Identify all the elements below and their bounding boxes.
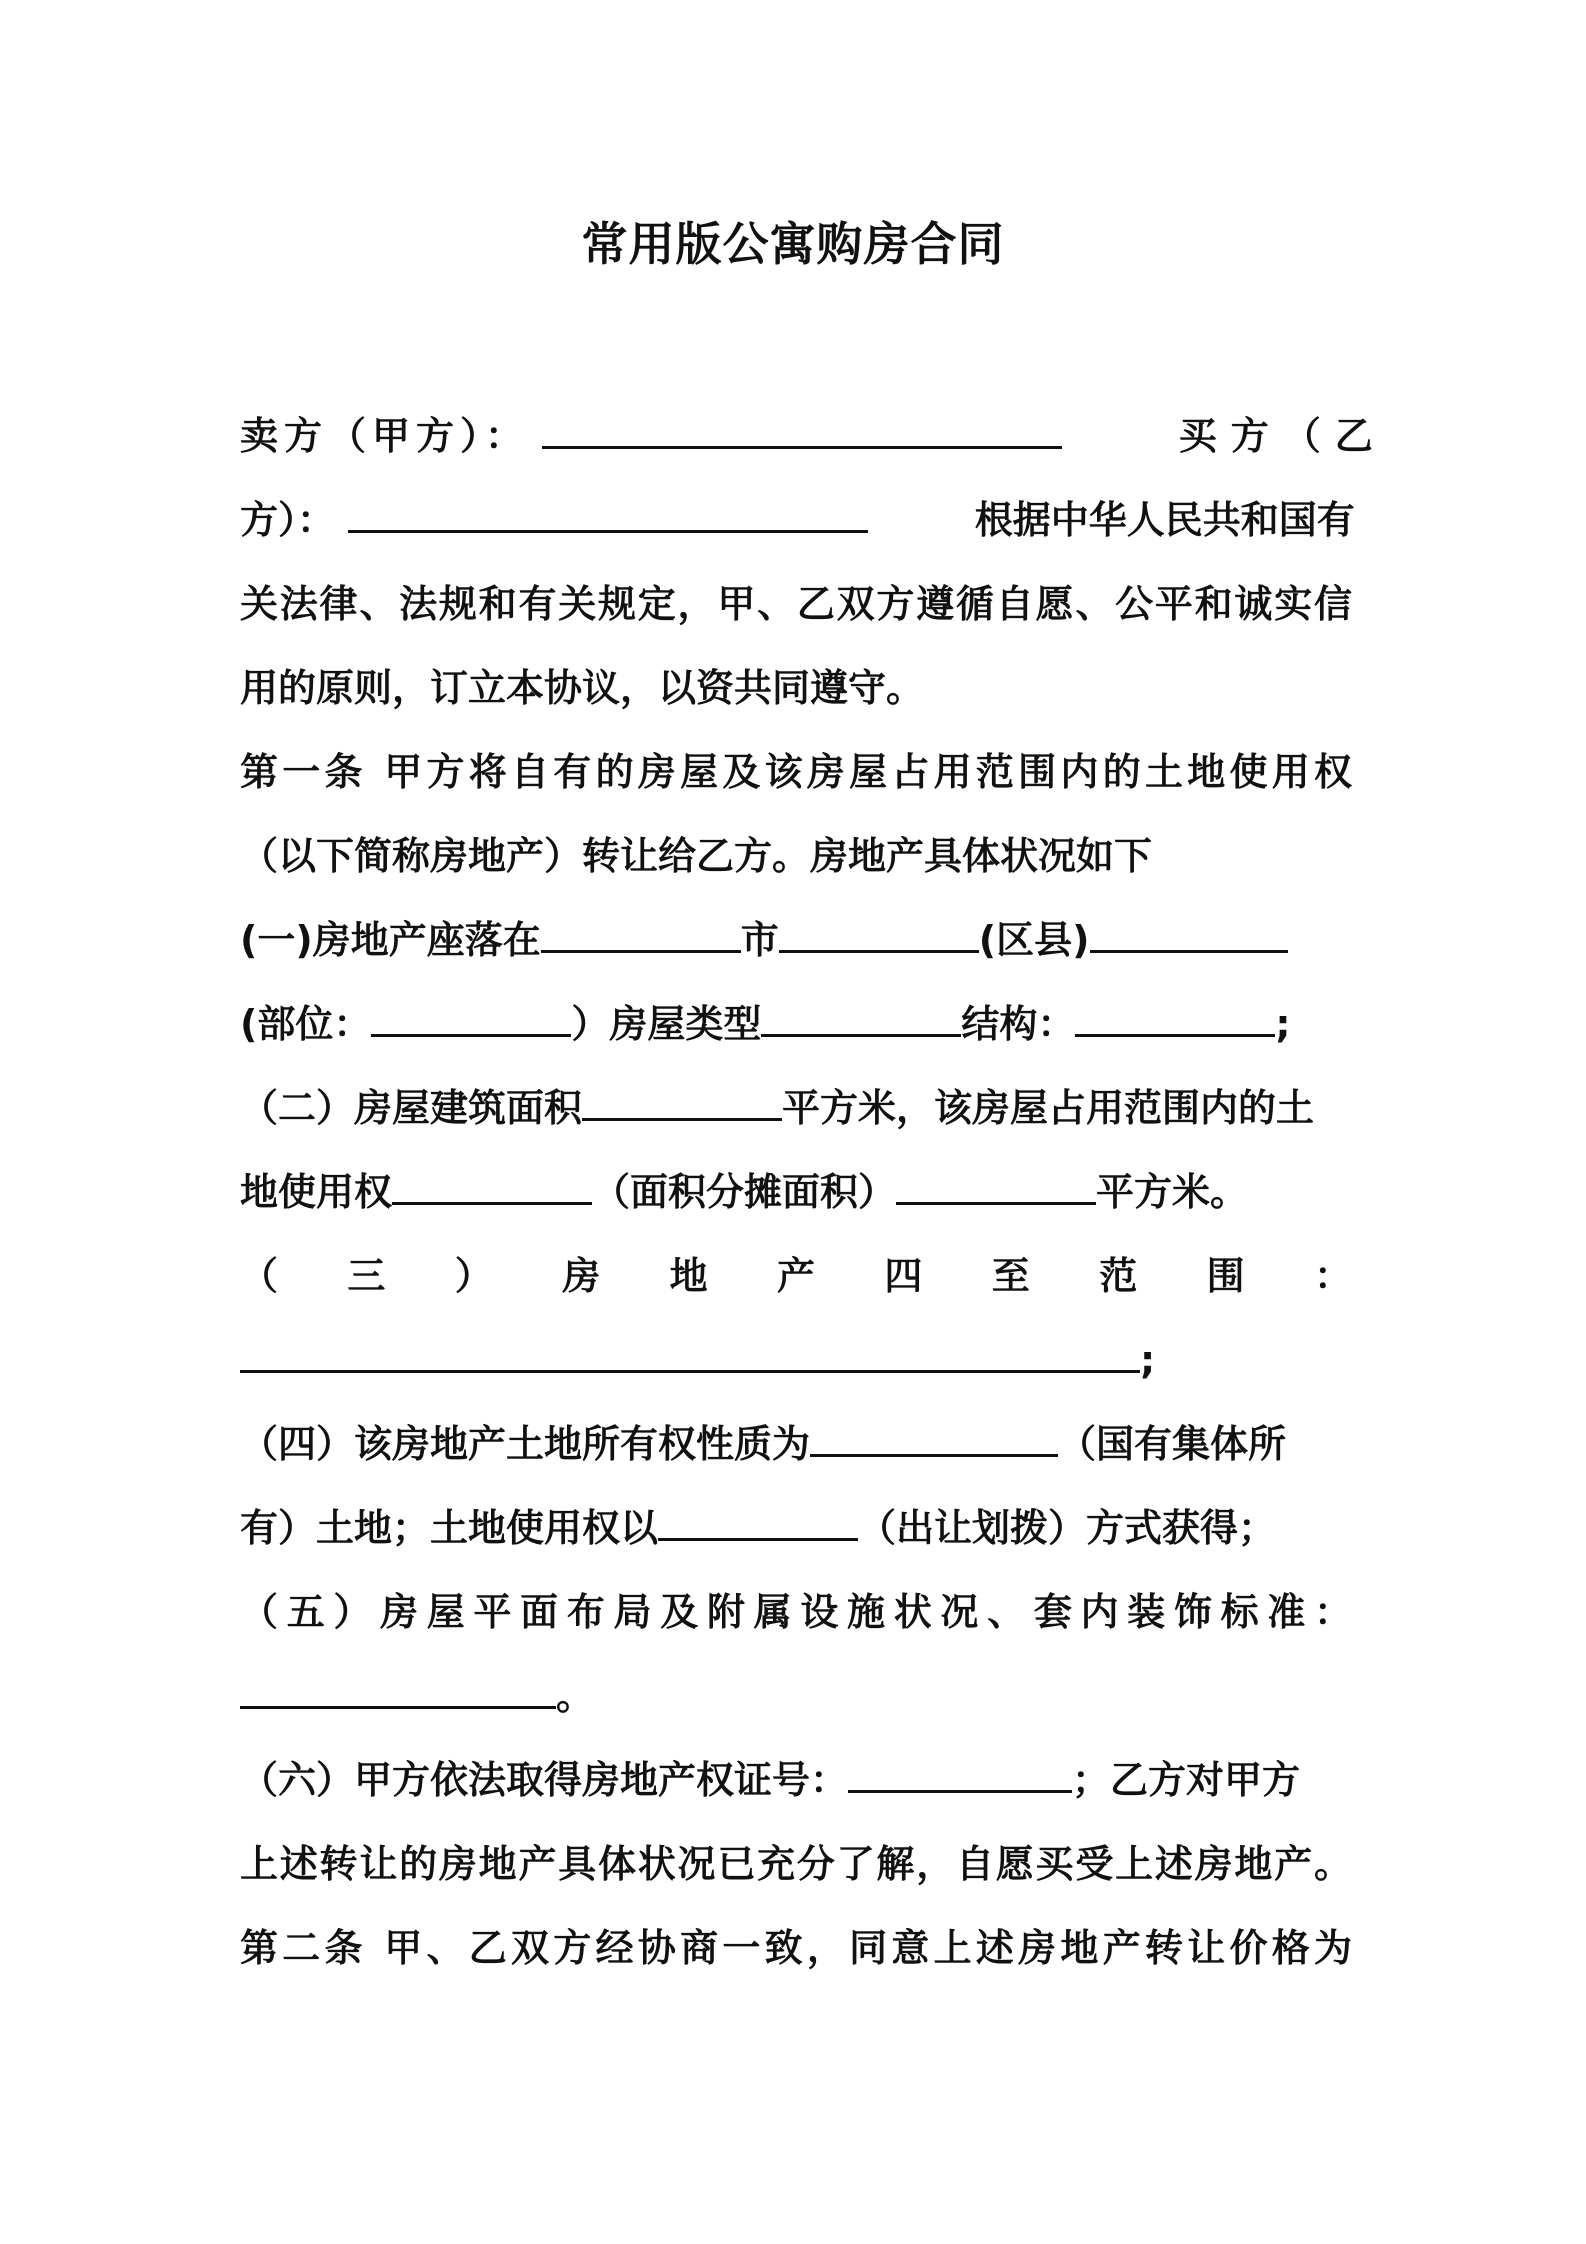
- acquisition-method: （出让划拨）方式获得；: [858, 1506, 1277, 1550]
- land-use-blank[interactable]: [392, 1196, 592, 1205]
- ownership-options: （国有集体所: [1058, 1422, 1287, 1466]
- semicolon-3: ;: [1140, 1338, 1156, 1382]
- article-1-line-1: 第一条 甲方将自有的房屋及该房屋占用范围内的土地使用权: [240, 750, 1352, 794]
- boundary-blank[interactable]: [240, 1364, 1140, 1373]
- item-2-line-2: [240, 1162, 1352, 1222]
- certificate-label: （六）甲方依法取得房地产权证号：: [240, 1758, 849, 1802]
- document-title: 常用版公寓购房合同: [581, 217, 1005, 271]
- acquisition-label: 有）土地；土地使用权以: [240, 1506, 659, 1550]
- shared-area-blank[interactable]: [896, 1196, 1096, 1205]
- land-use-label: 地使用权: [240, 1170, 393, 1214]
- structure-label: 结构：: [961, 1002, 1076, 1046]
- part-blank[interactable]: [371, 1028, 571, 1037]
- shared-area-label: （面积分摊面积）: [592, 1170, 897, 1214]
- ownership-label: （四）该房地产土地所有权性质为: [240, 1422, 811, 1466]
- district-name-blank[interactable]: [1090, 944, 1288, 953]
- area-blank[interactable]: [582, 1112, 782, 1121]
- item-5-line-2: [240, 1666, 1352, 1726]
- buyer-name-blank[interactable]: [348, 524, 868, 533]
- item-1-line-2: [240, 994, 1352, 1054]
- item-5-line-1: （五）房屋平面布局及附属设施状况、套内装饰标准：: [240, 1590, 1352, 1634]
- district-blank[interactable]: [779, 944, 979, 953]
- article-2-line-1: 第二条 甲、乙双方经协商一致，同意上述房地产转让价格为: [240, 1926, 1352, 1970]
- intro-text: 根据中华人民共和国有: [974, 498, 1355, 542]
- layout-blank[interactable]: [240, 1700, 556, 1709]
- item-3-line-1: （三）房地产四至范围：: [240, 1254, 1352, 1298]
- square-meter-label: 平方米。: [1096, 1170, 1249, 1214]
- buyer-label: 买方（乙: [1178, 414, 1387, 458]
- area-unit: 平方米，该房屋占用范围内的土: [782, 1086, 1315, 1130]
- buyer-line: [240, 490, 1355, 550]
- acquisition-blank[interactable]: [658, 1532, 858, 1541]
- semicolon: ;: [1275, 1002, 1291, 1046]
- house-type-label: ）房屋类型: [571, 1002, 762, 1046]
- city-label: 市: [740, 918, 779, 962]
- seller-label: 卖方（甲方）：: [240, 414, 530, 458]
- part-label: (部位：: [240, 1002, 372, 1046]
- item-6-line-1: [240, 1750, 1352, 1810]
- buyer-understanding: ；乙方对甲方: [1072, 1758, 1301, 1802]
- item-2-line-1: [240, 1078, 1352, 1138]
- item-4-line-1: [240, 1414, 1352, 1474]
- city-blank[interactable]: [541, 944, 741, 953]
- buyer-label-cont: 方）：: [240, 498, 336, 542]
- intro-line-2: 关法律、法规和有关规定，甲、乙双方遵循自愿、公平和诚实信: [240, 582, 1352, 626]
- seller-name-blank[interactable]: [542, 440, 1062, 449]
- period: 。: [556, 1674, 595, 1718]
- item-1-location-label: (一)房地产座落在: [240, 918, 541, 962]
- intro-line-3: 用的原则，订立本协议，以资共同遵守。: [240, 666, 925, 710]
- article-1-line-2: （以下简称房地产）转让给乙方。房地产具体状况如下: [240, 834, 1153, 878]
- item-4-line-2: [240, 1498, 1352, 1558]
- item-3-line-2: [240, 1330, 1352, 1390]
- district-label: (区县): [978, 918, 1090, 962]
- seller-line: [240, 406, 1387, 466]
- house-type-blank[interactable]: [761, 1028, 961, 1037]
- certificate-blank[interactable]: [848, 1784, 1072, 1793]
- item-6-line-2: 上述转让的房地产具体状况已充分了解，自愿买受上述房地产。: [240, 1842, 1352, 1886]
- structure-blank[interactable]: [1075, 1028, 1275, 1037]
- item-1-line-1: [240, 910, 1352, 970]
- area-label: （二）房屋建筑面积: [240, 1086, 583, 1130]
- ownership-blank[interactable]: [810, 1448, 1058, 1457]
